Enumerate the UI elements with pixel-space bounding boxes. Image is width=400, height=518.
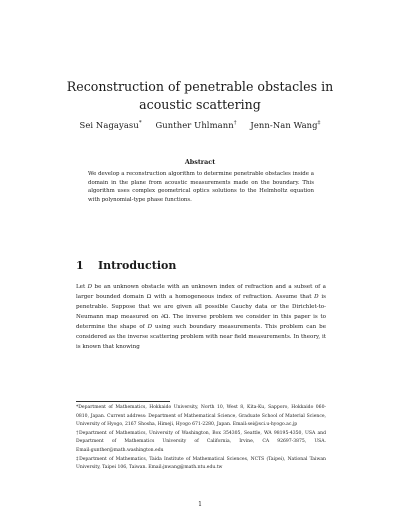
- math-symbol: D: [147, 323, 153, 330]
- author-name: Gunther Uhlmann: [155, 120, 234, 130]
- math-symbol: D: [314, 293, 319, 300]
- footnote-item: *Department of Mathematics, Hokkaido University, North 10, West 8, Kita-Ku, Sapporo, Hokkaido 060-0810, Japan. Current address: Department of Mathematical Science, Graduate School of Material Science, University of Hyogo, 2167 Shosha, Himeji, Hyogo 671-2280, Japan. Email:sei@sci.u-hyogo.ac.jp: [76, 405, 326, 428]
- author-footnote-mark: ‡: [317, 120, 321, 127]
- author-list: [40, 120, 360, 130]
- abstract-text: We develop a reconstruction algorithm to determine penetrable obstacles inside a domain in the plane from acoustic measurements made on the boundary. This algorithm uses complex geometrical optics solutions to the Helmholtz equation with polynomial-type phase functions.: [88, 171, 314, 203]
- section-heading: [76, 259, 336, 272]
- introduction-paragraph: [76, 283, 326, 353]
- math-symbol: D: [87, 284, 93, 290]
- title-line-1: Reconstruction of penetrable obstacles in: [66, 79, 334, 94]
- footnote-item: ‡Department of Mathematics, Taida Institute of Mathematical Sciences, NCTS (Taipei), National Taiwan University, Taipei 106, Taiwan. Email:jnwang@math.ntu.edu.tw: [76, 456, 326, 471]
- text-run: is penetrable. Suppose that we are given all possible Cauchy data or the Dirichlet-to-Neumann map measured on ∂Ω. The inverse problem we consider in this paper is to determine the shape of: [76, 293, 326, 330]
- author-name: Sei Nagayasu: [79, 120, 139, 130]
- text-run: Let: [76, 284, 88, 290]
- footnote-item: †Department of Mathematics, University of Washington, Box 354305, Seattle, WA 98195-4350, USA and Department of Mathematics University of California, Irvine, CA 92697-3875, USA. Email:gunther@math.washington.edu: [76, 430, 326, 453]
- text-run: using such boundary measurements. This problem can be considered as the inverse scattering problem with near field measurements. In theory, it is known that knowing: [76, 323, 326, 350]
- author-name: Jenn-Nan Wang: [250, 120, 318, 130]
- author-footnote-mark: †: [233, 120, 237, 127]
- footnote-divider: [76, 401, 170, 402]
- abstract-heading: Abstract: [184, 158, 216, 166]
- paper-title: [40, 78, 360, 114]
- section-title: Introduction: [98, 259, 177, 272]
- text-run: be an unknown obstacle with an unknown index of refraction and a subset of a larger bounded domain Ω with a homogeneous index of refraction. Assume that: [76, 284, 326, 300]
- page-number: 1: [198, 501, 202, 508]
- title-line-2: acoustic scattering: [139, 97, 261, 112]
- section-number: 1: [76, 259, 84, 272]
- author-footnote-mark: *: [138, 120, 142, 127]
- footnotes: [76, 404, 326, 473]
